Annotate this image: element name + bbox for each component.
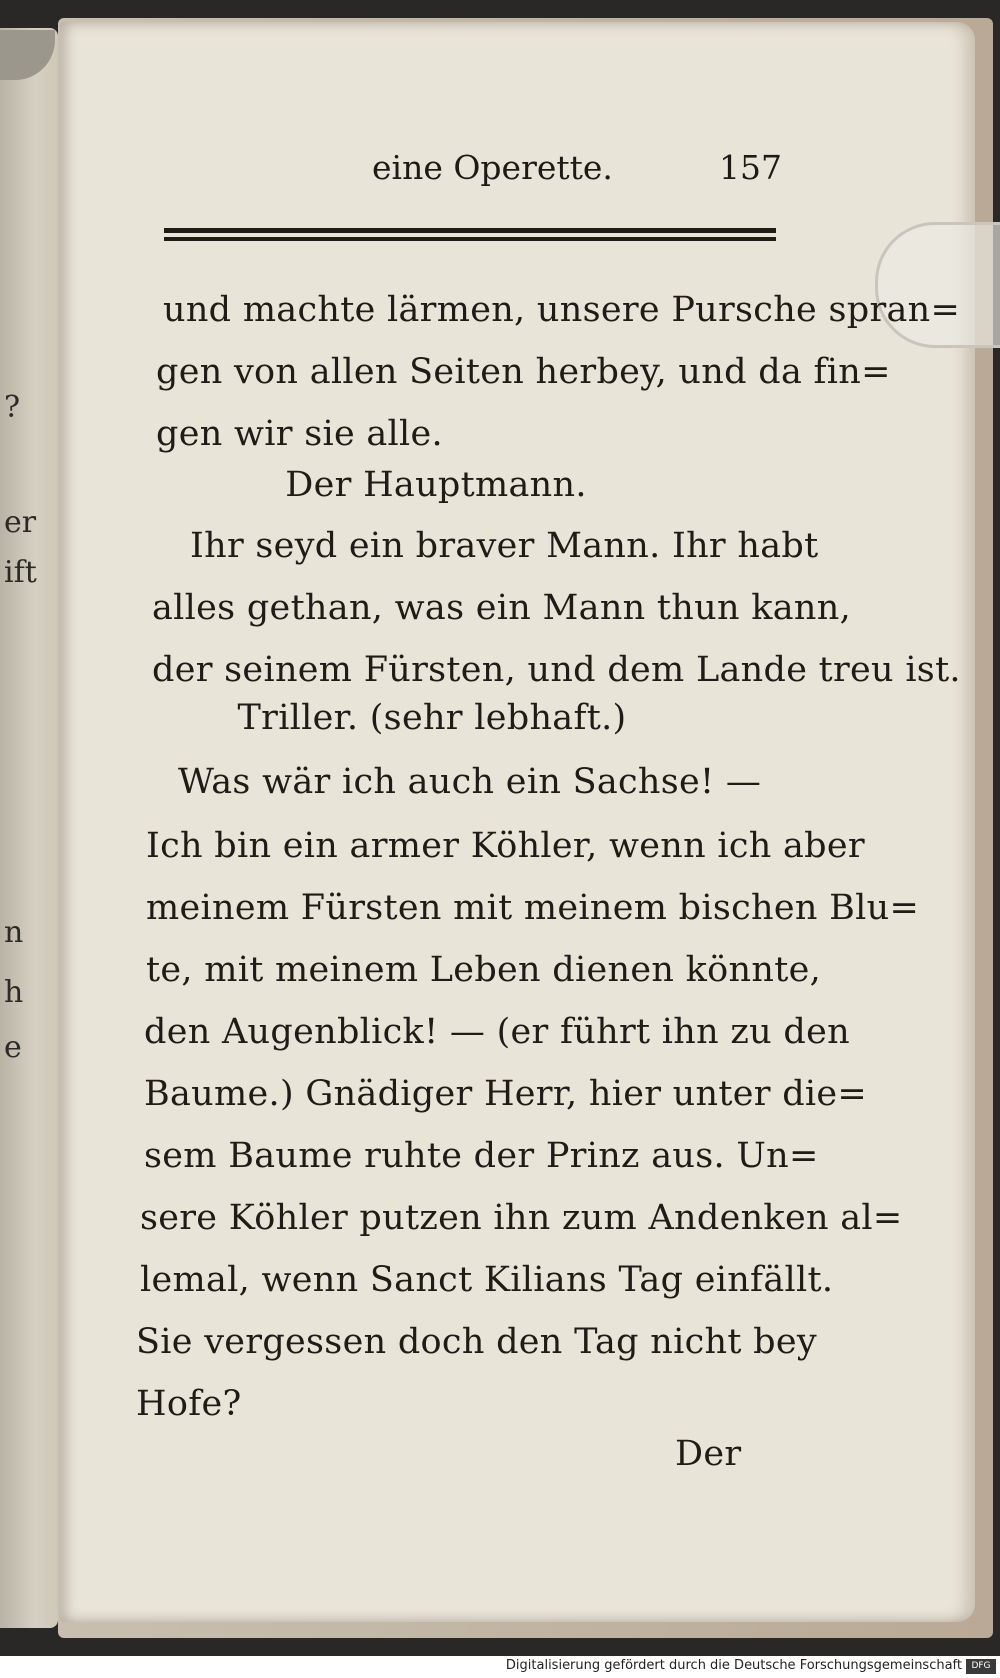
text-line: gen von allen Seiten herbey, und da fin= [156,352,891,392]
header-rule-line [164,237,776,241]
footer-credit: Digitalisierung gefördert durch die Deutsche Forschungsgemeinschaft [505,1658,962,1673]
text-line: Baume.) Gnädiger Herr, hier unter die= [144,1074,868,1114]
text-line: Sie vergessen doch den Tag nicht bey [136,1322,817,1362]
page-number: 157 [719,148,782,187]
catchword: Der [675,1434,742,1474]
text-line: lemal, wenn Sanct Kilians Tag einfällt. [140,1260,834,1300]
text-line: gen wir sie alle. [156,414,443,454]
header-rule [164,228,776,242]
header-rule-line [164,228,776,233]
text-line: Ich bin ein armer Köhler, wenn ich aber [146,826,865,866]
text-line: der seinem Fürsten, und dem Lande treu ist. [152,650,961,690]
book-page [60,22,975,1622]
left-margin-fragment: ? [4,390,21,425]
text-line: den Augenblick! — (er führt ihn zu den [144,1012,850,1052]
text-line: te, mit meinem Leben dienen könnte, [146,950,822,990]
speaker-name: Triller. (sehr lebhaft.) [237,698,627,738]
text-line: und machte lärmen, unsere Pursche spran= [163,290,961,330]
running-title: eine Operette. [372,148,613,187]
left-page-edge [0,28,58,1628]
text-line: meinem Fürsten mit meinem bischen Blu= [146,888,920,928]
text-line: sem Baume ruhte der Prinz aus. Un= [144,1136,819,1176]
left-margin-fragment: e [4,1030,22,1065]
text-line: sere Köhler putzen ihn zum Andenken al= [140,1198,903,1238]
speaker-name: Der Hauptmann. [285,465,587,505]
running-header [372,148,782,198]
dfg-logo: DFG [966,1659,996,1674]
left-margin-fragment: n [4,915,24,950]
text-line: Was wär ich auch ein Sachse! — [178,762,762,802]
text-line: Ihr seyd ein braver Mann. Ihr habt [190,526,819,566]
text-line: alles gethan, was ein Mann thun kann, [152,588,852,628]
footer-bar [0,1656,1000,1678]
text-line: Hofe? [136,1384,242,1424]
left-margin-fragment: h [4,975,24,1010]
left-margin-fragment: ift [4,555,37,590]
left-margin-fragment: er [4,505,37,540]
